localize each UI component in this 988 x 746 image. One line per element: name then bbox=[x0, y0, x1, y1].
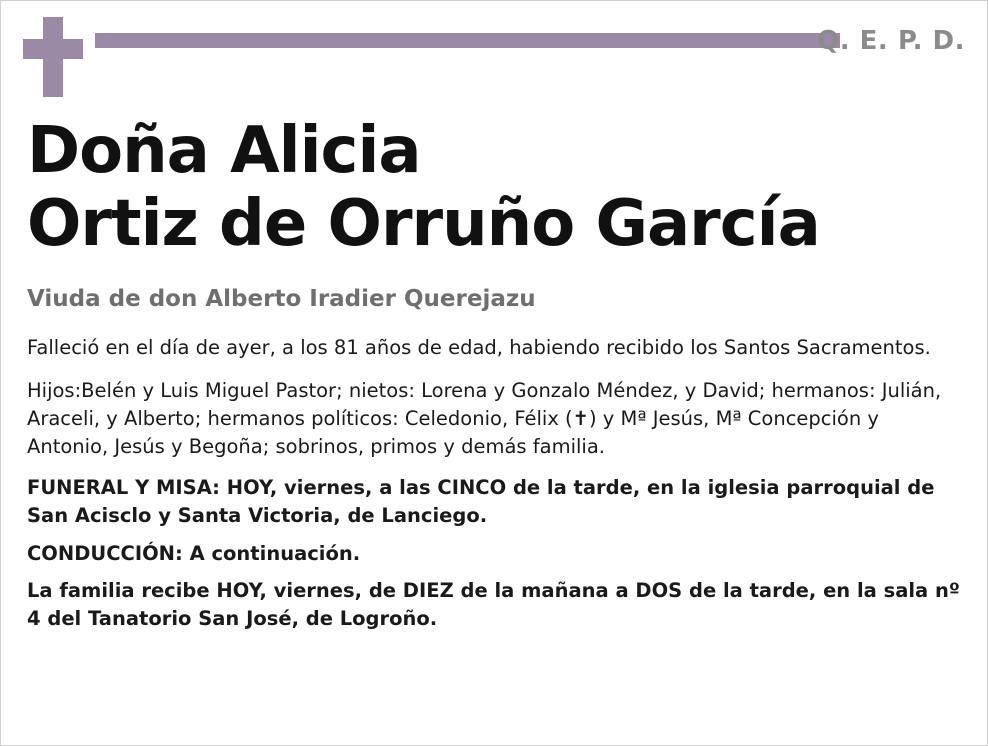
survivors-paragraph: Hijos:Belén y Luis Miguel Pastor; nietos: Lorena y Gonzalo Méndez, y David; hermanos: Julián, Araceli, y Alberto; hermanos políticos: Celedonio, Félix (✝) y Mª Jesús, Mª Concepción y Antonio, Jesús y Begoña; sobrinos, primos y demás familia. bbox=[27, 379, 942, 458]
wake-paragraph: La familia recibe HOY, viernes, de DIEZ de la mañana a DOS de la tarde, en la sala nº 4 del Tanatorio San José, de Logroño. bbox=[27, 579, 960, 631]
deceased-name-line-1: Doña Alicia bbox=[27, 114, 421, 188]
header-rule bbox=[95, 33, 840, 48]
death-notice-paragraph: Falleció en el día de ayer, a los 81 años de edad, habiendo recibido los Santos Sacramentos. bbox=[27, 335, 931, 359]
obituary-header bbox=[23, 1, 965, 101]
conduccion-paragraph: CONDUCCIÓN: A continuación. bbox=[27, 541, 361, 565]
qepd-label: Q. E. P. D. bbox=[817, 26, 965, 56]
funeral-paragraph: FUNERAL Y MISA: HOY, viernes, a las CINCO de la tarde, en la iglesia parroquial de San Acisclo y Santa Victoria, de Lanciego. bbox=[27, 476, 935, 527]
cross-icon bbox=[23, 17, 83, 97]
obituary-content bbox=[1, 114, 987, 633]
deceased-name-line-2: Ortiz de Orruño García bbox=[27, 187, 820, 262]
spouse-line: Viuda de don Alberto Iradier Querejazu bbox=[27, 285, 536, 312]
cross-horizontal-bar bbox=[23, 39, 83, 59]
